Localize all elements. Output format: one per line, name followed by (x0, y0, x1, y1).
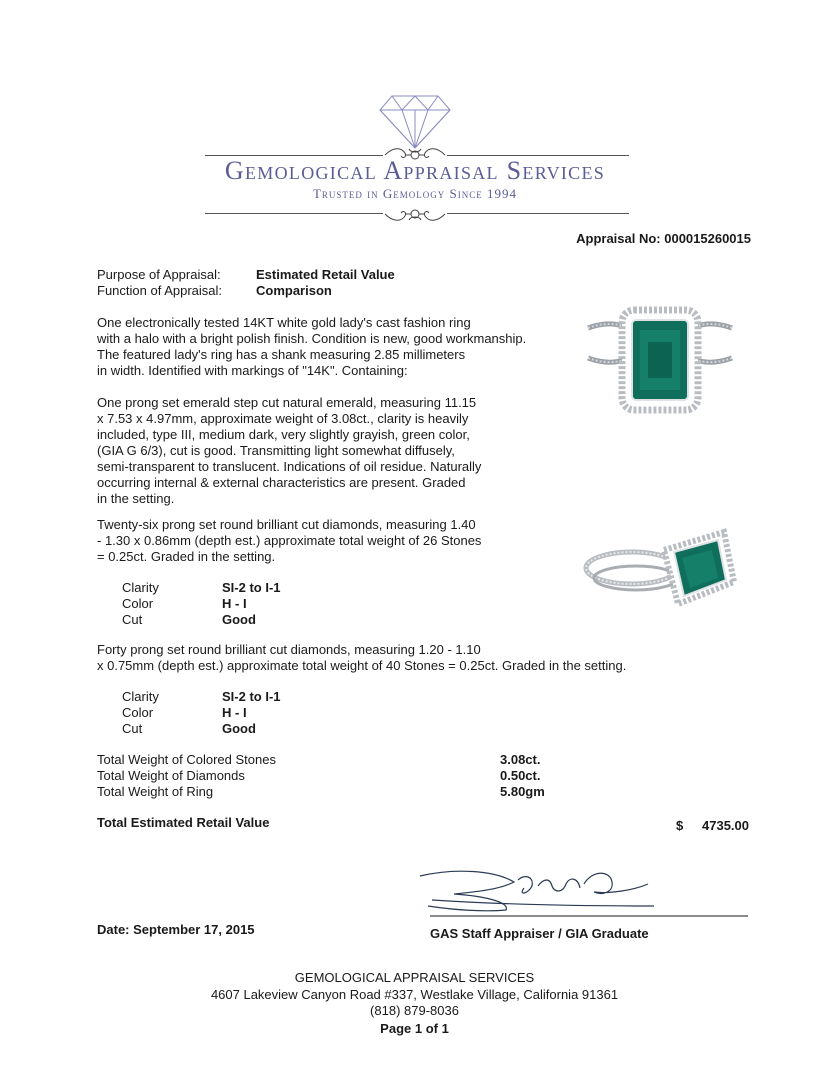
grade-row-color-2 (122, 705, 382, 721)
grade-value: SI-2 to I-1 (222, 689, 281, 704)
retail-currency: $ (676, 818, 684, 833)
ring-photo-front (580, 300, 740, 420)
grade-label: Clarity (122, 689, 159, 704)
grade-label: Color (122, 705, 154, 720)
retail-value-label: Total Estimated Retail Value (97, 815, 270, 830)
purpose-label: Purpose of Appraisal: (97, 267, 221, 282)
function-value: Comparison (256, 283, 332, 298)
footer-address: 4607 Lakeview Canyon Road #337, Westlake Village, California 91361 (210, 987, 619, 1002)
appraisal-number: Appraisal No: 000015260015 (576, 231, 751, 246)
signature-date: Date: September 17, 2015 (97, 922, 255, 937)
total-label: Total Weight of Colored Stones (97, 752, 276, 767)
grade-value: SI-2 to I-1 (222, 580, 281, 595)
total-value: 0.50ct. (500, 768, 541, 783)
emerald-description: One prong set emerald step cut natural emerald, measuring 11.15 x 7.53 x 4.97mm, approximate weight of 3.08ct., clarity is heavily included, type III, medium dark, very slightly grayish, green color, (GIA G 6/3), cut is good. Transmitting light somewhat diffusely, semi-transparent to translucent. Indications of oil residue. Naturally occurring internal & external characteristics are present. Graded in the setting. (97, 395, 482, 506)
function-row (97, 283, 497, 299)
appraiser-signature (414, 860, 750, 920)
grade-value: H - I (222, 596, 247, 611)
total-value: 5.80gm (500, 784, 545, 799)
total-row-colored-stones (97, 752, 577, 768)
ring-photo-side (582, 520, 740, 610)
grade-label: Cut (122, 612, 143, 627)
grade-row-cut-2 (122, 721, 382, 737)
ring-description: One electronically tested 14KT white gold lady's cast fashion ring with a halo with a bright polish finish. Condition is new, good workmanship. The featured lady's ring has a shank measuring 2.85 millimeters in width. Identified with markings of "14K". Containing: (97, 315, 527, 378)
total-label: Total Weight of Diamonds (97, 768, 245, 783)
grade-row-cut-1 (122, 612, 382, 628)
grade-label: Color (122, 596, 154, 611)
company-name: Gemological Appraisal Services (224, 156, 606, 185)
ornament-flourish-icon (383, 204, 447, 224)
header-rule-bottom-right (447, 213, 629, 214)
header-rule-bottom-left (205, 213, 383, 214)
grade-row-clarity-2 (122, 689, 382, 705)
grade-value: H - I (222, 705, 247, 720)
function-label: Function of Appraisal: (97, 283, 223, 298)
grade-value: Good (222, 612, 256, 627)
purpose-row (97, 267, 497, 283)
diamonds-group-1-description: Twenty-six prong set round brilliant cut diamonds, measuring 1.40 - 1.30 x 0.86mm (depth est.) approximate total weight of 26 Stones = 0.25ct. Graded in the setting. (97, 517, 482, 564)
purpose-value: Estimated Retail Value (256, 267, 395, 282)
grade-label: Cut (122, 721, 143, 736)
signer-title: GAS Staff Appraiser / GIA Graduate (430, 926, 649, 941)
footer-phone: (818) 879-8036 (370, 1003, 459, 1018)
retail-amount: 4735.00 (702, 818, 749, 833)
diamonds-group-2-description: Forty prong set round brilliant cut diamonds, measuring 1.20 - 1.10 x 0.75mm (depth est.) approximate total weight of 40 Stones = 0.25ct. Graded in the setting. (97, 642, 627, 673)
company-tagline: Trusted in Gemology Since 1994 (312, 186, 518, 201)
diamond-outline-icon (378, 92, 452, 150)
grade-value: Good (222, 721, 256, 736)
grade-label: Clarity (122, 580, 159, 595)
grade-row-clarity-1 (122, 580, 382, 596)
total-label: Total Weight of Ring (97, 784, 214, 799)
footer-page-number: Page 1 of 1 (380, 1021, 449, 1036)
total-row-ring (97, 784, 577, 800)
grade-row-color-1 (122, 596, 382, 612)
total-row-diamonds (97, 768, 577, 784)
footer-company: GEMOLOGICAL APPRAISAL SERVICES (294, 970, 535, 985)
total-value: 3.08ct. (500, 752, 541, 767)
